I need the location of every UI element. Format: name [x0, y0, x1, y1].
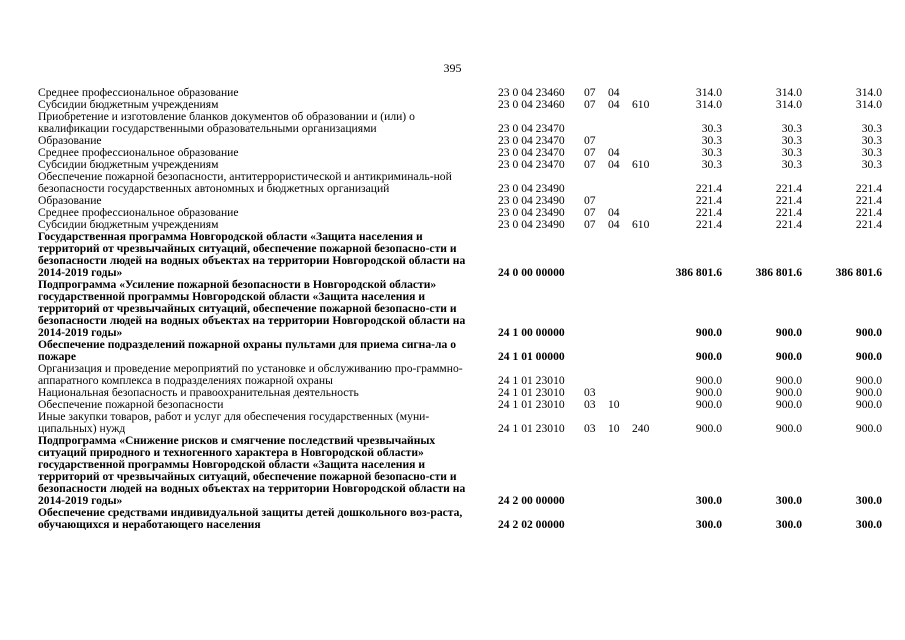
- row-code: 24 2 00 00000: [498, 494, 565, 507]
- row-code: 23 0 04 23470: [498, 146, 565, 159]
- table-row: [38, 339, 888, 363]
- row-code: 24 1 01 23010: [498, 422, 565, 435]
- row-name: Иные закупки товаров, работ и услуг для обеспечения государственных (муни-ципальных) нужд: [38, 410, 430, 435]
- row-value-1: 30.3: [701, 146, 722, 159]
- row-value-2: 30.3: [781, 146, 802, 159]
- row-code: 23 0 04 23460: [498, 86, 565, 99]
- row-code: 23 0 04 23490: [498, 194, 565, 207]
- row-section: 07: [584, 218, 596, 231]
- row-name: Обеспечение подразделений пожарной охраны пультами для приема сигна-ла о пожаре: [38, 338, 457, 363]
- row-value-3: 314.0: [855, 86, 882, 99]
- row-value-3: 900.0: [855, 422, 882, 435]
- row-name: Организация и проведение мероприятий по установке и обслуживанию про-граммно-аппаратного комплекса в подразделениях пожарной охраны: [38, 362, 463, 387]
- row-section: 07: [584, 194, 596, 207]
- row-name: Приобретение и изготовление бланков документов об образовании и (или) о квалификации государственными образовательными организациями: [38, 110, 415, 135]
- row-name: Среднее профессиональное образование: [38, 146, 239, 159]
- row-code: 23 0 04 23490: [498, 206, 565, 219]
- row-name: Подпрограмма «Снижение рисков и смягчение последствий чрезвычайных ситуаций природного и техногенного характера в Новгородской области» государственной программы Новгородской области «Защита населения и территорий от чрезвычайных ситуаций, обеспечение пожарной безопасно-сти и безопасности людей на водных объектах на территории Новгородской области на 2014-2019 годы»: [38, 434, 466, 507]
- row-value-2: 221.4: [775, 182, 802, 195]
- row-code: 24 1 01 00000: [498, 350, 565, 363]
- row-value-3: 314.0: [855, 98, 882, 111]
- row-value-2: 386 801.6: [755, 266, 802, 279]
- row-value-2: 221.4: [775, 194, 802, 207]
- row-subsection: 04: [608, 218, 620, 231]
- row-name: Субсидии бюджетным учреждениям: [38, 218, 219, 231]
- row-value-2: 314.0: [775, 86, 802, 99]
- row-code: 24 1 01 23010: [498, 374, 565, 387]
- row-section: 07: [584, 134, 596, 147]
- row-value-2: 300.0: [775, 518, 802, 531]
- row-code: 24 1 00 00000: [498, 326, 565, 339]
- row-value-2: 900.0: [775, 326, 802, 339]
- row-subsection: 04: [608, 86, 620, 99]
- row-expense-type: 610: [632, 218, 650, 231]
- row-code: 24 0 00 00000: [498, 266, 565, 279]
- row-name: Обеспечение пожарной безопасности: [38, 398, 224, 411]
- row-name: Обеспечение пожарной безопасности, антитеррористической и антикриминаль-ной безопасности государственных автономных и бюджетных организаций: [38, 170, 452, 195]
- table-row: [38, 231, 888, 279]
- row-code: 24 1 01 23010: [498, 386, 565, 399]
- row-value-3: 300.0: [855, 494, 882, 507]
- row-subsection: 10: [608, 398, 620, 411]
- row-value-2: 30.3: [781, 134, 802, 147]
- row-value-3: 221.4: [855, 182, 882, 195]
- row-value-3: 30.3: [861, 134, 882, 147]
- row-code: 23 0 04 23470: [498, 158, 565, 171]
- row-section: 03: [584, 386, 596, 399]
- row-value-2: 221.4: [775, 218, 802, 231]
- row-value-1: 30.3: [701, 158, 722, 171]
- row-value-1: 900.0: [695, 386, 722, 399]
- row-value-2: 300.0: [775, 494, 802, 507]
- row-value-1: 30.3: [701, 122, 722, 135]
- table-row: [38, 279, 888, 339]
- row-value-3: 221.4: [855, 218, 882, 231]
- row-value-2: 900.0: [775, 374, 802, 387]
- row-name: Среднее профессиональное образование: [38, 206, 239, 219]
- table-row: [38, 363, 888, 387]
- row-value-2: 314.0: [775, 98, 802, 111]
- row-value-1: 900.0: [695, 326, 722, 339]
- row-section: 03: [584, 398, 596, 411]
- row-value-3: 386 801.6: [835, 266, 882, 279]
- row-name: Подпрограмма «Усиление пожарной безопасности в Новгородской области» государственной программы Новгородской области «Защита населения и территорий от чрезвычайных ситуаций, обеспечение пожарной безопасно-сти и безопасности людей на водных объектах на территории Новгородской области на 2014-2019 годы»: [38, 278, 466, 339]
- row-value-3: 900.0: [855, 398, 882, 411]
- row-value-1: 900.0: [695, 398, 722, 411]
- row-value-2: 900.0: [775, 386, 802, 399]
- table-row: [38, 411, 888, 435]
- row-expense-type: 610: [632, 98, 650, 111]
- row-value-1: 221.4: [695, 194, 722, 207]
- row-expense-type: 240: [632, 422, 650, 435]
- row-code: 23 0 04 23490: [498, 218, 565, 231]
- row-value-1: 314.0: [695, 98, 722, 111]
- row-value-1: 221.4: [695, 218, 722, 231]
- row-value-1: 300.0: [695, 494, 722, 507]
- row-code: 24 2 02 00000: [498, 518, 565, 531]
- budget-table: [38, 87, 888, 531]
- table-row: [38, 111, 888, 135]
- row-value-2: 221.4: [775, 206, 802, 219]
- row-code: 23 0 04 23460: [498, 98, 565, 111]
- row-value-1: 900.0: [695, 350, 722, 363]
- row-subsection: 10: [608, 422, 620, 435]
- table-row: [38, 507, 888, 531]
- row-value-2: 30.3: [781, 158, 802, 171]
- table-row: [38, 435, 888, 507]
- row-value-1: 221.4: [695, 182, 722, 195]
- row-value-1: 386 801.6: [675, 266, 722, 279]
- row-value-3: 221.4: [855, 206, 882, 219]
- row-value-3: 900.0: [855, 326, 882, 339]
- row-section: 03: [584, 422, 596, 435]
- row-subsection: 04: [608, 98, 620, 111]
- row-value-3: 900.0: [855, 350, 882, 363]
- row-name: Образование: [38, 134, 102, 147]
- page-number: 395: [443, 61, 462, 75]
- row-name: Государственная программа Новгородской области «Защита населения и территорий от чрезвычайных ситуаций, обеспечение пожарной безопасно-сти и безопасности людей на водных объектах на территории Новгородской области на 2014-2019 годы»: [38, 230, 466, 279]
- row-section: 07: [584, 86, 596, 99]
- row-code: 23 0 04 23470: [498, 122, 565, 135]
- row-value-2: 30.3: [781, 122, 802, 135]
- row-value-3: 30.3: [861, 146, 882, 159]
- table-row: [38, 171, 888, 195]
- row-name: Образование: [38, 194, 102, 207]
- row-value-1: 30.3: [701, 134, 722, 147]
- row-value-2: 900.0: [775, 350, 802, 363]
- row-subsection: 04: [608, 206, 620, 219]
- row-value-1: 314.0: [695, 86, 722, 99]
- row-section: 07: [584, 146, 596, 159]
- row-expense-type: 610: [632, 158, 650, 171]
- row-value-3: 30.3: [861, 158, 882, 171]
- row-code: 23 0 04 23470: [498, 134, 565, 147]
- row-value-1: 221.4: [695, 206, 722, 219]
- row-subsection: 04: [608, 146, 620, 159]
- row-value-3: 900.0: [855, 374, 882, 387]
- row-section: 07: [584, 98, 596, 111]
- row-name: Обеспечение средствами индивидуальной защиты детей дошкольного воз-раста, обучающихся и неработающего населения: [38, 506, 463, 531]
- row-value-1: 900.0: [695, 422, 722, 435]
- row-name: Среднее профессиональное образование: [38, 86, 239, 99]
- row-name: Субсидии бюджетным учреждениям: [38, 158, 219, 171]
- row-value-2: 900.0: [775, 422, 802, 435]
- row-value-1: 300.0: [695, 518, 722, 531]
- row-name: Национальная безопасность и правоохранительная деятельность: [38, 386, 359, 399]
- row-section: 07: [584, 158, 596, 171]
- row-value-3: 30.3: [861, 122, 882, 135]
- row-subsection: 04: [608, 158, 620, 171]
- row-value-1: 900.0: [695, 374, 722, 387]
- row-code: 23 0 04 23490: [498, 182, 565, 195]
- row-value-3: 300.0: [855, 518, 882, 531]
- row-value-3: 221.4: [855, 194, 882, 207]
- row-section: 07: [584, 206, 596, 219]
- row-name: Субсидии бюджетным учреждениям: [38, 98, 219, 111]
- row-value-3: 900.0: [855, 386, 882, 399]
- row-code: 24 1 01 23010: [498, 398, 565, 411]
- row-value-2: 900.0: [775, 398, 802, 411]
